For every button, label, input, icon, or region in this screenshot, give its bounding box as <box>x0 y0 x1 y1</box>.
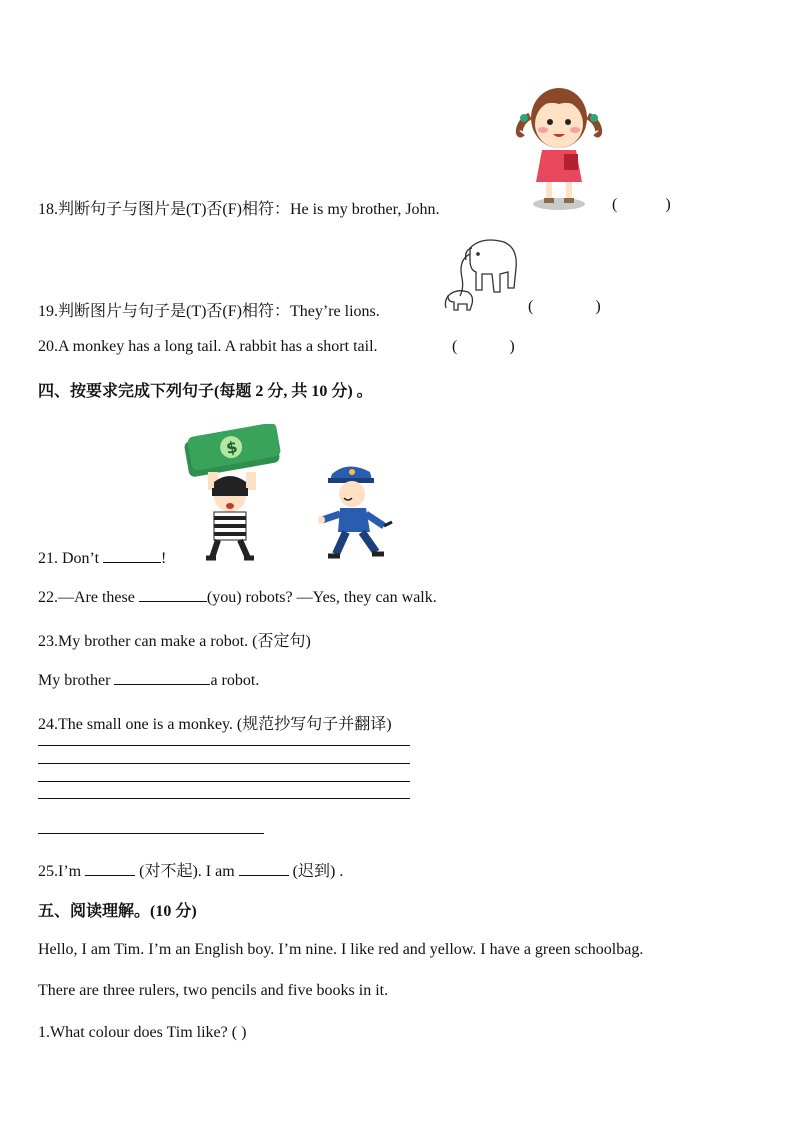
answer-parens-20[interactable]: ( ) <box>452 338 515 355</box>
answer-blank-23[interactable] <box>114 670 210 685</box>
svg-text:$: $ <box>224 437 239 458</box>
question-20 <box>38 338 378 356</box>
reading-line-2: There are three rulers, two pencils and five books in it. <box>38 982 389 999</box>
writing-line-3[interactable] <box>38 781 410 782</box>
answer-parens-18[interactable]: ( ) <box>612 196 671 213</box>
girl-picture <box>512 78 604 214</box>
answer-blank-25a[interactable] <box>85 861 135 876</box>
question-21: 21. Don’t ! <box>38 550 167 567</box>
answer-blank-21[interactable] <box>103 548 161 563</box>
answer-blank-22[interactable] <box>139 587 207 602</box>
question-24: 24.The small one is a monkey. (规范抄写句子并翻译) <box>38 716 392 733</box>
question-23: 23.My brother can make a robot. (否定句) <box>38 633 311 650</box>
question-18 <box>38 196 440 219</box>
writing-line-2[interactable] <box>38 763 410 764</box>
thief-picture <box>182 424 282 564</box>
question-22: 22.—Are these (you) robots? —Yes, they can walk. <box>38 589 437 606</box>
question-19 <box>38 298 380 321</box>
policeman-picture <box>318 462 398 562</box>
translation-line[interactable] <box>38 833 264 834</box>
question-20-text: 20.A monkey has a long tail. A rabbit has a short tail. <box>38 338 378 355</box>
question-19-text: 19.判断图片与句子是(T)否(F)相符：They’re lions. <box>38 303 380 320</box>
reading-line-1: Hello, I am Tim. I’m an English boy. I’m nine. I like red and yellow. I have a green schoolbag. <box>38 941 644 958</box>
question-25: 25.I’m (对不起). I am (迟到) . <box>38 863 344 880</box>
question-23-answer: My brother a robot. <box>38 672 260 689</box>
elephant-picture <box>442 234 522 314</box>
section-5-title: 五、阅读理解。(10 分) <box>38 903 197 920</box>
question-18-text: 18.判断句子与图片是(T)否(F)相符：He is my brother, John. <box>38 201 440 218</box>
writing-line-4[interactable] <box>38 798 410 799</box>
section-4-title: 四、按要求完成下列句子(每题 2 分, 共 10 分) 。 <box>38 383 373 400</box>
reading-question-1: 1.What colour does Tim like? ( ) <box>38 1024 247 1041</box>
answer-parens-19[interactable]: ( ) <box>528 298 601 315</box>
writing-line-1[interactable] <box>38 745 410 746</box>
answer-blank-25b[interactable] <box>239 861 289 876</box>
